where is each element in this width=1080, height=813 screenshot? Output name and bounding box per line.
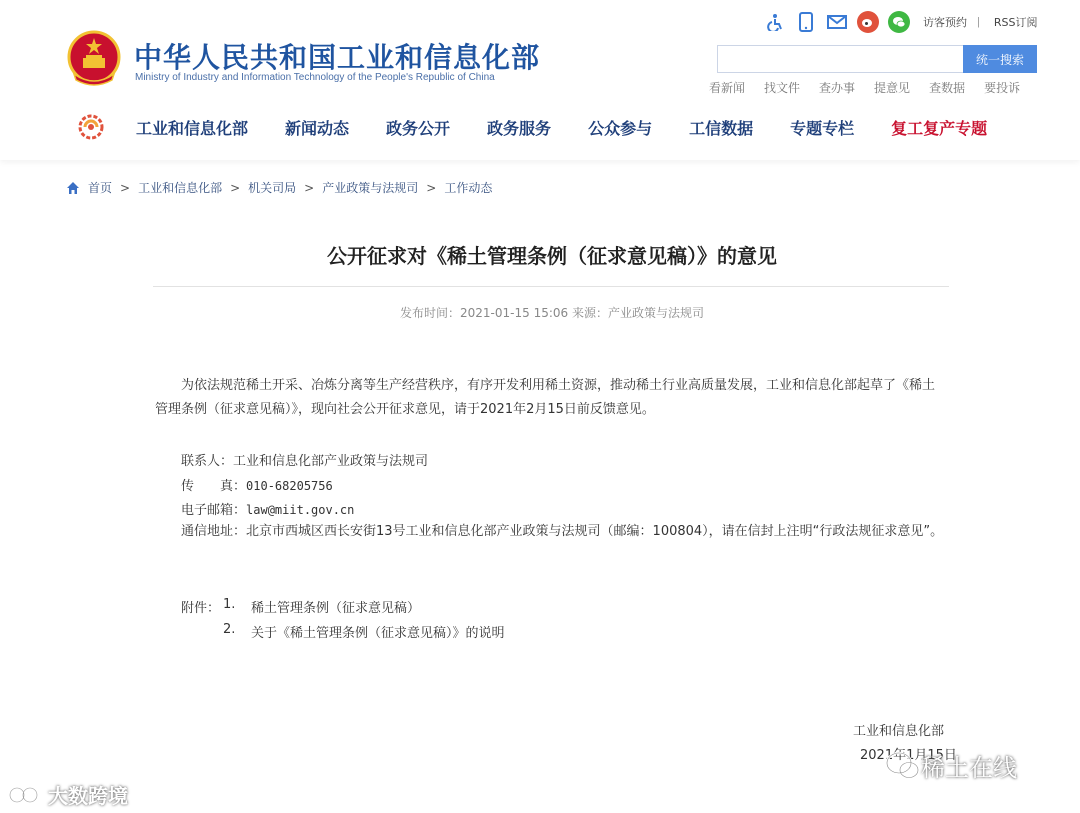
breadcrumb-separator: > [230, 180, 241, 195]
home-icon [66, 181, 80, 195]
site-header [0, 0, 1080, 160]
attachment-1-link[interactable]: 稀土管理条例（征求意见稿） [251, 601, 421, 616]
contact-label: 联系人： [181, 454, 234, 469]
wechat-icon[interactable] [888, 11, 910, 33]
signature-date: 2021年1月15日 [860, 748, 957, 763]
breadcrumb-departments[interactable]: 机关司局 [248, 181, 297, 195]
fax-value: 010-68205756 [246, 479, 333, 493]
watermark-logo-icon [8, 784, 48, 806]
watermark-left-text: 大数跨境 [48, 784, 128, 808]
mail-icon[interactable] [826, 11, 848, 33]
attachment-2-number: 2. [223, 622, 236, 637]
breadcrumb-policy-dept[interactable]: 产业政策与法规司 [322, 181, 419, 195]
article-title: 公开征求对《稀土管理条例（征求意见稿）》的意见 [327, 244, 777, 268]
quick-link-feedback[interactable]: 提意见 [874, 81, 911, 95]
watermark-left [8, 780, 128, 809]
watermark-right [885, 748, 1017, 783]
nav-item-public-participation[interactable]: 公众参与 [588, 118, 653, 138]
visitor-appointment-link[interactable]: 访客预约 [923, 16, 967, 29]
unified-search-button[interactable]: 统一搜索 [963, 45, 1037, 73]
nav-item-miit[interactable]: 工业和信息化部 [136, 118, 249, 138]
article-meta: 发布时间：2021-01-15 15:06 来源：产业政策与法规司 [400, 306, 704, 320]
breadcrumb [66, 179, 492, 196]
contact-value: 工业和信息化部产业政策与法规司 [233, 454, 429, 469]
breadcrumb-work-news[interactable]: 工作动态 [444, 181, 493, 195]
attachments-label: 附件： [181, 601, 221, 616]
nav-item-special-columns[interactable]: 专题专栏 [790, 118, 855, 138]
nav-item-data[interactable]: 工信数据 [689, 118, 754, 138]
search-input[interactable] [717, 45, 963, 73]
fax-label: 传 真： [181, 479, 247, 494]
watermark-right-text: 稀土在线 [921, 754, 1017, 782]
top-utility-bar [764, 10, 1037, 34]
article-intro-paragraph: 为依法规范稀土开采、冶炼分离等生产经营秩序，有序开发利用稀土资源，推动稀土行业高质量发展，工业和信息化部起草了《稀土管理条例（征求意见稿）》，现向社会公开征求意见，请于2021年2月15日前反馈意见。 [155, 378, 936, 417]
attachment-2-link[interactable]: 关于《稀土管理条例（征求意见稿）》的说明 [251, 626, 505, 641]
mobile-icon[interactable] [795, 11, 817, 33]
nav-item-gov-affairs[interactable]: 政务公开 [386, 118, 451, 138]
title-divider [153, 286, 949, 287]
quick-link-data[interactable]: 查数据 [929, 81, 966, 95]
top-link-separator: | [977, 16, 980, 28]
attachment-1-number: 1. [223, 597, 236, 612]
site-title[interactable]: 中华人民共和国工业和信息化部 [134, 41, 541, 74]
quick-link-complaint[interactable]: 要投诉 [984, 81, 1021, 95]
quick-link-news[interactable]: 看新闻 [709, 81, 746, 95]
breadcrumb-separator: > [120, 180, 131, 195]
email-line [181, 499, 354, 518]
main-nav [78, 112, 1024, 142]
email-label: 电子邮箱： [181, 503, 247, 518]
signature-organization: 工业和信息化部 [853, 724, 945, 739]
email-value[interactable]: law@miit.gov.cn [246, 503, 355, 517]
nav-item-news[interactable]: 新闻动态 [285, 118, 350, 138]
breadcrumb-home[interactable]: 首页 [88, 181, 113, 195]
rss-subscribe-link[interactable]: RSS订阅 [993, 16, 1038, 29]
national-emblem-icon [66, 30, 122, 88]
breadcrumb-separator: > [426, 180, 437, 195]
quick-links [709, 79, 1039, 96]
quick-link-services[interactable]: 查办事 [819, 81, 856, 95]
wechat-watermark-icon [885, 751, 921, 781]
miit-logo-icon[interactable] [78, 114, 104, 140]
site-subtitle: Ministry of Industry and Information Technology of the People's Republic of China [135, 72, 495, 83]
breadcrumb-separator: > [304, 180, 315, 195]
fax-line [181, 475, 333, 494]
mailing-address-paragraph: 通信地址：北京市西城区西长安街13号工业和信息化部产业政策与法规司（邮编：100804），请在信封上注明“行政法规征求意见”。 [181, 524, 944, 539]
accessibility-icon[interactable] [764, 11, 786, 33]
nav-item-resumption[interactable]: 复工复产专题 [891, 118, 988, 138]
weibo-icon[interactable] [857, 11, 879, 33]
nav-item-gov-services[interactable]: 政务服务 [487, 118, 552, 138]
quick-link-documents[interactable]: 找文件 [764, 81, 801, 95]
breadcrumb-miit[interactable]: 工业和信息化部 [138, 181, 223, 195]
contact-person-line [181, 450, 428, 469]
